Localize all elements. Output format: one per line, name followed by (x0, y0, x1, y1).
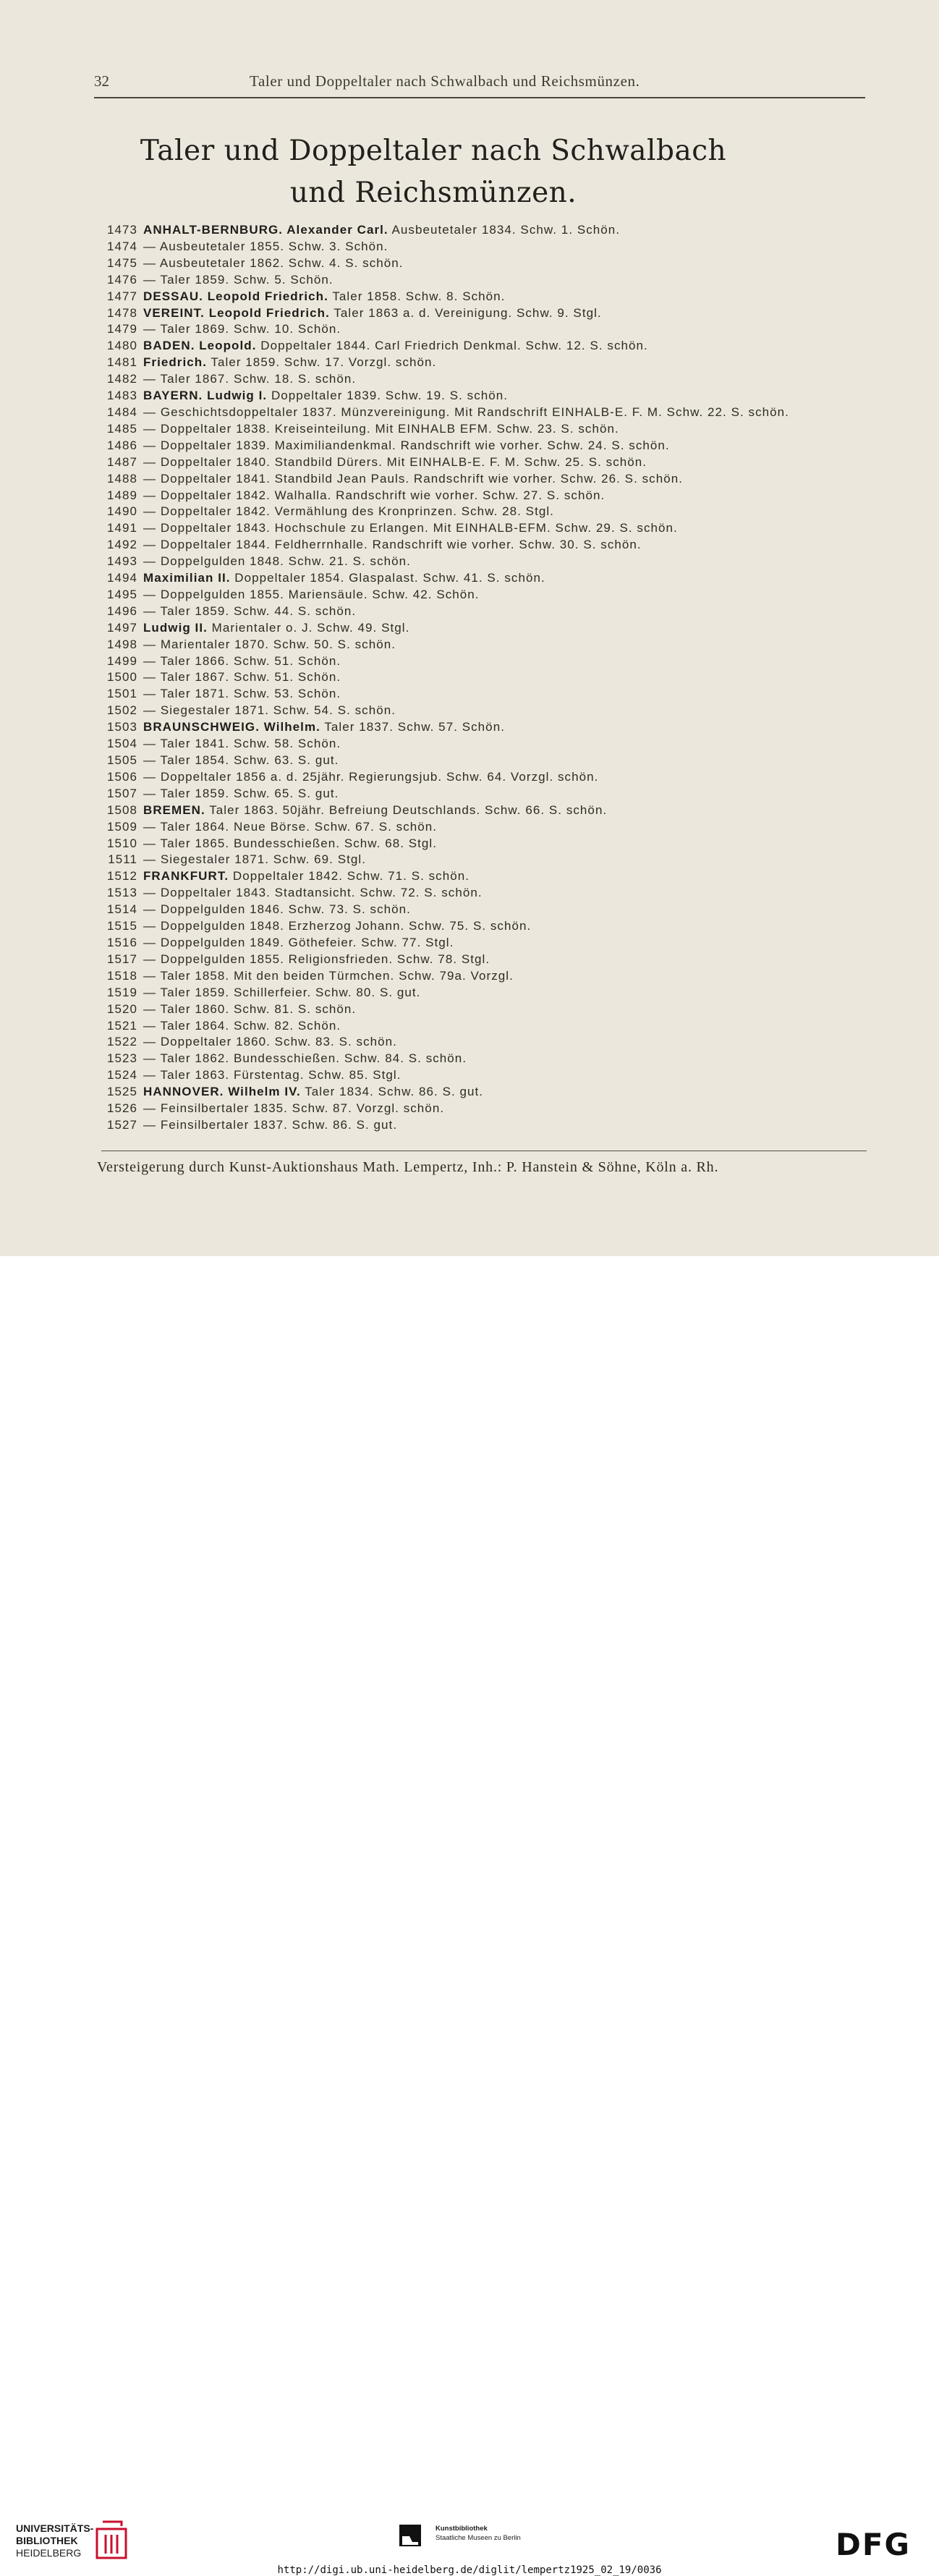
lot-number: 1483 (106, 389, 137, 403)
lot-entry (100, 488, 872, 504)
lot-text: Doppeltaler 1844. Carl Friedrich Denkmal. Schw. 12. S. schön. (256, 339, 648, 353)
header-rule (94, 97, 865, 98)
lot-heading: BRAUNSCHWEIG. Wilhelm. (143, 720, 320, 734)
lot-number: 1506 (106, 769, 137, 784)
lot-entry (100, 1034, 872, 1051)
lot-number: 1521 (106, 1018, 137, 1033)
source-url[interactable]: http://digi.ub.uni-heidelberg.de/diglit/lempertz1925_02_19/0036 (277, 2564, 662, 2576)
lot-text: — Doppeltaler 1844. Feldherrnhalle. Randschrift wie vorher. Schw. 30. S. schön. (143, 538, 642, 552)
lot-number: 1495 (106, 587, 137, 601)
lot-number: 1473 (106, 223, 137, 237)
lot-text: — Taler 1841. Schw. 58. Schön. (143, 737, 341, 751)
lot-text: — Taler 1859. Schw. 5. Schön. (143, 272, 333, 287)
lot-text: — Ausbeutetaler 1862. Schw. 4. S. schön. (143, 255, 404, 270)
lot-entry (100, 669, 872, 686)
lot-description (143, 770, 598, 784)
lot-description (143, 488, 605, 502)
lot-text: — Doppeltaler 1856 a. d. 25jähr. Regierungsjub. Schw. 64. Vorzgl. schön. (143, 769, 599, 784)
lot-text: Taler 1837. Schw. 57. Schön. (320, 720, 505, 734)
lot-entry (100, 388, 872, 404)
lot-number: 1496 (106, 603, 137, 618)
lot-number: 1509 (106, 819, 137, 834)
lot-heading: DESSAU. Leopold Friedrich. (143, 289, 328, 303)
lot-number: 1491 (106, 521, 137, 535)
lot-description (143, 404, 872, 421)
lot-description (143, 919, 531, 933)
lot-text: — Taler 1866. Schw. 51. Schön. (143, 653, 341, 668)
lot-heading: BADEN. Leopold. (143, 339, 257, 353)
lot-entry (100, 404, 872, 421)
lot-number: 1504 (106, 737, 137, 751)
lot-description (143, 969, 514, 983)
lot-description (143, 289, 505, 303)
lot-entry (100, 272, 872, 289)
kunstbibliothek-logo-icon (399, 2525, 421, 2546)
lot-text: — Taler 1859. Schw. 65. S. gut. (143, 786, 339, 800)
lot-number: 1498 (106, 637, 137, 651)
lot-description (143, 787, 339, 800)
kunstbibliothek-wordmark[interactable] (435, 2524, 521, 2543)
lot-text: — Doppeltaler 1839. Maximiliandenkmal. Randschrift wie vorher. Schw. 24. S. schön. (143, 438, 670, 452)
lot-number: 1477 (106, 289, 137, 303)
ub-line3: HEIDELBERG (16, 2547, 82, 2559)
lot-number: 1497 (106, 620, 137, 635)
lot-entry (100, 321, 872, 338)
lot-text: — Taler 1859. Schw. 44. S. schön. (143, 603, 357, 618)
running-title: Taler und Doppeltaler nach Schwalbach und Reichsmünzen. (250, 72, 640, 90)
lot-number: 1525 (106, 1085, 137, 1099)
lot-description (143, 472, 683, 486)
lot-number: 1517 (106, 952, 137, 966)
lot-description (143, 223, 620, 237)
lot-entry (100, 554, 872, 570)
lot-number: 1499 (106, 653, 137, 668)
lot-description (143, 753, 339, 767)
lot-entry (100, 603, 872, 620)
ub-logo-icon (93, 2519, 130, 2562)
lot-text: — Doppelgulden 1855. Mariensäule. Schw. 42. Schön. (143, 587, 480, 601)
lot-entry (100, 421, 872, 438)
lot-heading: Friedrich. (143, 355, 207, 370)
lot-description (143, 538, 642, 551)
lot-text: Taler 1859. Schw. 17. Vorzgl. schön. (206, 355, 437, 370)
lot-entry (100, 902, 872, 918)
lot-entry (100, 769, 872, 786)
lot-number: 1485 (106, 421, 137, 436)
lot-number: 1500 (106, 670, 137, 685)
lot-description (143, 1068, 401, 1082)
lot-number: 1524 (106, 1068, 137, 1082)
lot-description (143, 273, 333, 287)
lot-description (143, 256, 404, 270)
lot-number: 1522 (106, 1035, 137, 1049)
lot-number: 1519 (106, 985, 137, 999)
lot-entry (100, 587, 872, 603)
lot-text: Doppeltaler 1839. Schw. 19. S. schön. (267, 389, 509, 403)
lot-number: 1508 (106, 802, 137, 817)
kb-sub: Staatliche Museen zu Berlin (435, 2534, 521, 2542)
lot-description (143, 588, 480, 601)
lot-entry (100, 222, 872, 239)
lot-entry (100, 520, 872, 537)
lot-entry (100, 289, 872, 305)
page-title-line1: Taler und Doppeltaler nach Schwalbach (140, 135, 727, 167)
lot-text: — Geschichtsdoppeltaler 1837. Münzvereinigung. Mit Randschrift EINHALB-E. F. M. Schw. 22. S. schön. (143, 404, 789, 419)
lot-number: 1487 (106, 454, 137, 469)
lot-description (143, 355, 436, 369)
lot-description (143, 1019, 341, 1033)
lot-number: 1511 (108, 852, 137, 867)
lot-entry (100, 537, 872, 554)
lot-description (143, 240, 388, 253)
lot-entry (100, 819, 872, 836)
lot-number: 1518 (106, 968, 137, 983)
dfg-logo[interactable]: DFG (836, 2527, 912, 2562)
lot-entry (100, 719, 872, 736)
lot-description (143, 1051, 467, 1065)
lot-number: 1480 (106, 339, 137, 353)
lot-entry (100, 968, 872, 985)
lot-text: — Doppeltaler 1841. Standbild Jean Pauls. Randschrift wie vorher. Schw. 26. S. schön. (143, 471, 684, 486)
lot-text: — Doppeltaler 1838. Kreiseinteilung. Mit EINHALB EFM. Schw. 23. S. schön. (143, 421, 619, 436)
lot-description (143, 952, 490, 966)
lot-text: — Doppelgulden 1849. Göthefeier. Schw. 77. Stgl. (143, 935, 454, 949)
lot-entry (100, 620, 872, 637)
lot-entry (100, 753, 872, 769)
lot-entry (100, 918, 872, 935)
lot-text: Doppeltaler 1854. Glaspalast. Schw. 41. S. schön. (230, 571, 545, 585)
lot-heading: BREMEN. (143, 802, 205, 817)
lot-text: — Taler 1867. Schw. 51. Schön. (143, 670, 341, 685)
lot-number: 1523 (106, 1051, 137, 1066)
lot-entry (100, 355, 872, 371)
running-header (94, 69, 868, 94)
lot-text: — Taler 1863. Fürstentag. Schw. 85. Stgl. (143, 1068, 401, 1082)
lot-description (143, 604, 356, 618)
lot-entry (100, 454, 872, 471)
kb-name: Kunstbibliothek (435, 2525, 488, 2533)
lot-description (143, 654, 341, 668)
lot-number: 1478 (106, 305, 137, 320)
lot-description (143, 902, 411, 916)
lot-number: 1492 (106, 538, 137, 552)
lot-number: 1526 (106, 1101, 137, 1116)
lot-number: 1513 (106, 886, 137, 900)
lot-text: — Doppeltaler 1860. Schw. 83. S. schön. (143, 1035, 397, 1049)
lot-text: Taler 1863 a. d. Vereinigung. Schw. 9. Stgl. (329, 305, 602, 320)
lot-description (143, 886, 483, 899)
digitization-banner (0, 1256, 939, 2576)
lot-heading: FRANKFURT. (143, 869, 229, 884)
lot-entry (100, 653, 872, 670)
lot-entry (100, 1018, 872, 1035)
lot-text: — Taler 1871. Schw. 53. Schön. (143, 687, 341, 701)
lot-number: 1490 (106, 504, 137, 519)
lot-description (143, 1101, 444, 1115)
lot-text: Marientaler o. J. Schw. 49. Stgl. (207, 620, 410, 635)
lot-description (143, 1002, 356, 1016)
lot-description (143, 820, 437, 834)
lot-text: — Doppelgulden 1848. Schw. 21. S. schön. (143, 554, 411, 569)
lot-number: 1502 (106, 703, 137, 718)
lot-text: Doppeltaler 1842. Schw. 71. S. schön. (229, 869, 470, 884)
lot-text: — Taler 1860. Schw. 81. S. schön. (143, 1001, 357, 1016)
auction-house-line: Versteigerung durch Kunst-Auktionshaus Math. Lempertz, Inh.: P. Hanstein & Söhne, Köln a. Rh. (97, 1159, 719, 1175)
lot-entry (100, 703, 872, 719)
lot-entry (100, 868, 872, 885)
lot-text: — Taler 1862. Bundesschießen. Schw. 84. S. schön. (143, 1051, 467, 1066)
lot-entry (100, 686, 872, 703)
lot-description (143, 869, 470, 883)
lot-number: 1484 (106, 404, 137, 419)
lot-entry (100, 935, 872, 952)
lot-description (143, 836, 437, 850)
lot-entry (100, 570, 872, 587)
lot-entry (100, 471, 872, 488)
lot-description (143, 687, 341, 700)
lot-entry (100, 371, 872, 388)
lot-description (143, 670, 341, 684)
lot-text: Taler 1863. 50jähr. Befreiung Deutschlands. Schw. 66. S. schön. (205, 802, 608, 817)
lot-entry (100, 255, 872, 272)
lot-entry (100, 504, 872, 520)
lot-description (143, 852, 366, 866)
lot-number: 1507 (106, 786, 137, 800)
lot-description (143, 703, 396, 717)
lot-number: 1510 (106, 836, 137, 850)
lot-text: — Feinsilbertaler 1835. Schw. 87. Vorzgl. schön. (143, 1101, 445, 1116)
lot-entry (100, 1117, 872, 1134)
lot-description (143, 554, 411, 568)
lot-list (100, 222, 872, 1134)
scanned-page (0, 0, 939, 1256)
lot-entry (100, 438, 872, 454)
lot-number: 1493 (106, 554, 137, 569)
lot-text: — Taler 1869. Schw. 10. Schön. (143, 322, 341, 336)
lot-description (143, 322, 341, 336)
lot-description (143, 737, 341, 750)
lot-text: — Taler 1854. Schw. 63. S. gut. (143, 753, 339, 767)
lot-heading: ANHALT-BERNBURG. Alexander Carl. (143, 223, 388, 237)
lot-number: 1474 (106, 239, 137, 253)
lot-number: 1527 (106, 1117, 137, 1132)
lot-text: Taler 1858. Schw. 8. Schön. (328, 289, 506, 303)
lot-description (143, 438, 670, 452)
lot-heading: BAYERN. Ludwig I. (143, 389, 268, 403)
lot-entry (100, 1101, 872, 1117)
ub-line1: UNIVERSITÄTS- (16, 2522, 94, 2534)
lot-text: — Doppelgulden 1855. Religionsfrieden. Schw. 78. Stgl. (143, 952, 490, 966)
lot-text: — Siegestaler 1871. Schw. 54. S. schön. (143, 703, 396, 718)
lot-text: — Doppeltaler 1840. Standbild Dürers. Mit EINHALB-E. F. M. Schw. 25. S. schön. (143, 454, 647, 469)
lot-number: 1486 (106, 438, 137, 452)
lot-text: — Taler 1867. Schw. 18. S. schön. (143, 372, 357, 386)
page-title-line2: und Reichsmünzen. (289, 177, 577, 209)
lot-text: — Ausbeutetaler 1855. Schw. 3. Schön. (143, 239, 388, 253)
lot-entry (100, 736, 872, 753)
lot-number: 1479 (106, 322, 137, 336)
lot-entry (100, 305, 872, 322)
lot-number: 1488 (106, 471, 137, 486)
lot-description (143, 1118, 397, 1132)
lot-heading: Maximilian II. (143, 571, 231, 585)
lot-entry (100, 985, 872, 1001)
ub-heidelberg-wordmark[interactable] (16, 2522, 93, 2559)
lot-description (143, 422, 619, 436)
lot-number: 1482 (106, 372, 137, 386)
lot-number: 1476 (106, 272, 137, 287)
lot-description (143, 389, 508, 402)
lot-description (143, 637, 396, 651)
lot-description (143, 1085, 483, 1098)
lot-text: — Taler 1865. Bundesschießen. Schw. 68. Stgl. (143, 836, 438, 850)
lot-text: — Doppeltaler 1843. Stadtansicht. Schw. 72. S. schön. (143, 886, 483, 900)
lot-text: — Taler 1864. Schw. 82. Schön. (143, 1018, 341, 1033)
lot-text: — Taler 1864. Neue Börse. Schw. 67. S. schön. (143, 819, 438, 834)
lot-entry (100, 786, 872, 802)
lot-description (143, 306, 602, 320)
lot-text: — Doppeltaler 1842. Walhalla. Randschrift wie vorher. Schw. 27. S. schön. (143, 488, 606, 502)
lot-description (143, 936, 454, 949)
lot-entry (100, 885, 872, 902)
lot-number: 1505 (106, 753, 137, 767)
lot-number: 1481 (106, 355, 137, 370)
lot-entry (100, 852, 872, 868)
lot-text: — Doppeltaler 1843. Hochschule zu Erlangen. Mit EINHALB-EFM. Schw. 29. S. schön. (143, 521, 678, 535)
lot-number: 1501 (106, 687, 137, 701)
ub-line2: BIBLIOTHEK (16, 2535, 78, 2546)
lot-entry (100, 239, 872, 255)
lot-number: 1489 (106, 488, 137, 502)
lot-description (143, 455, 647, 469)
lot-number: 1520 (106, 1001, 137, 1016)
lot-description (143, 504, 554, 518)
lot-text: — Taler 1859. Schillerfeier. Schw. 80. S. gut. (143, 985, 421, 999)
lot-number: 1512 (106, 869, 137, 884)
lot-number: 1514 (106, 902, 137, 917)
lot-description (143, 339, 648, 352)
lot-text: — Taler 1858. Mit den beiden Türmchen. Schw. 79a. Vorzgl. (143, 968, 514, 983)
lot-text: — Doppeltaler 1842. Vermählung des Kronprinzen. Schw. 28. Stgl. (143, 504, 554, 519)
lot-heading: HANNOVER. Wilhelm IV. (143, 1085, 301, 1099)
lot-number: 1515 (106, 919, 137, 933)
lot-entry (100, 1051, 872, 1067)
lot-number: 1494 (106, 571, 137, 585)
lot-number: 1516 (106, 935, 137, 949)
lot-description (143, 720, 505, 734)
lot-heading: Ludwig II. (143, 620, 208, 635)
lot-description (143, 521, 678, 535)
lot-description (143, 986, 420, 999)
page-number: 32 (94, 72, 109, 90)
lot-text: Ausbeutetaler 1834. Schw. 1. Schön. (388, 223, 621, 237)
lot-text: — Siegestaler 1871. Schw. 69. Stgl. (143, 852, 366, 867)
lot-description (143, 1035, 397, 1048)
lot-description (143, 621, 409, 635)
lot-number: 1503 (106, 720, 137, 734)
lot-description (143, 571, 545, 585)
lot-number: 1475 (106, 255, 137, 270)
lot-entry (100, 1084, 872, 1101)
lot-entry (100, 952, 872, 968)
lot-entry (100, 836, 872, 852)
lot-text: — Feinsilbertaler 1837. Schw. 86. S. gut. (143, 1117, 398, 1132)
lot-description (143, 803, 607, 817)
lot-text: Taler 1834. Schw. 86. S. gut. (300, 1085, 484, 1099)
lot-text: — Doppelgulden 1846. Schw. 73. S. schön. (143, 902, 411, 917)
lot-description (143, 372, 356, 386)
lot-entry (100, 1067, 872, 1084)
lot-entry (100, 637, 872, 653)
lot-entry (100, 338, 872, 355)
lot-entry (100, 802, 872, 819)
lot-text: — Doppelgulden 1848. Erzherzog Johann. Schw. 75. S. schön. (143, 919, 532, 933)
lot-entry (100, 1001, 872, 1018)
lot-text: — Marientaler 1870. Schw. 50. S. schön. (143, 637, 396, 651)
lot-heading: VEREINT. Leopold Friedrich. (143, 305, 330, 320)
